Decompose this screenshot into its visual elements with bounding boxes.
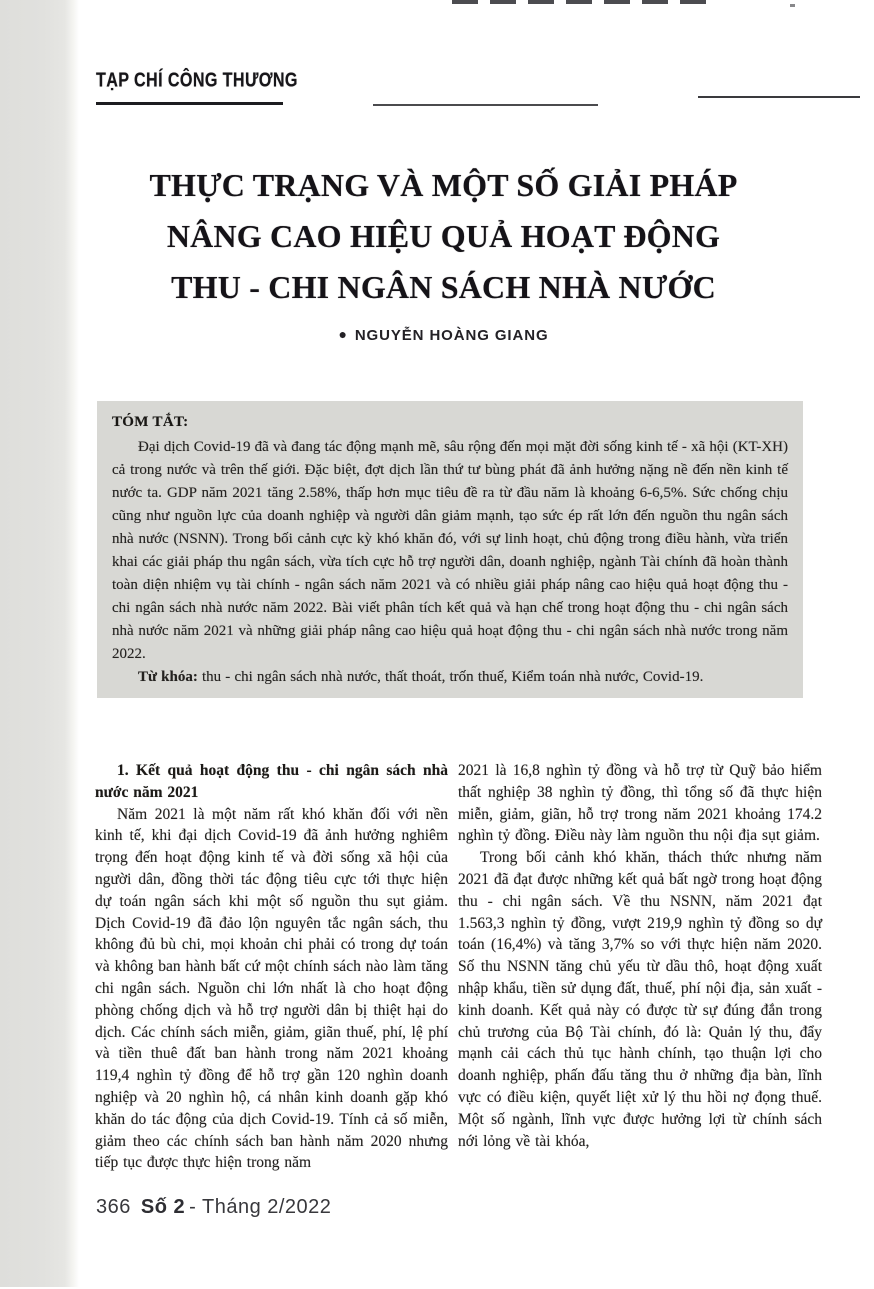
- header-rule-right: [698, 96, 860, 98]
- article-title-line-2: NÂNG CAO HIỆU QUẢ HOẠT ĐỘNG: [166, 218, 721, 254]
- page-number: 366: [96, 1196, 131, 1218]
- header-rule-middle: [373, 104, 598, 106]
- scan-edge-strip: [0, 0, 79, 1287]
- issue-date: - Tháng 2/2022: [189, 1196, 332, 1218]
- issue-number: Số 2: [140, 1196, 186, 1218]
- abstract-label: TÓM TẮT:: [112, 414, 189, 430]
- scan-artifact-dashes: [452, 0, 714, 4]
- abstract-box: [97, 401, 803, 698]
- body-paragraph: Năm 2021 là một năm rất khó khăn đối với nền kinh tế, khi đại dịch Covid-19 đã ảnh hưởng nghiêm trọng đến hoạt động kinh tế và đời sống xã hội của người dân, đồng thời tác động tiêu cực tới thực hiện dự toán ngân sách khi một số nguồn thu sụt giảm. Dịch Covid-19 đã đảo lộn nguyên tắc ngân sách, thu không đủ bù chi, mọi khoản chi phải có trong dự toán và không ban hành bất cứ một chính sách nào làm tăng chi ngân sách. Nguồn chi lớn nhất là cho hoạt động phòng chống dịch và hỗ trợ người dân bị thiệt hại do dịch. Các chính sách miễn, giảm, giãn thuế, phí, lệ phí và tiền thuê đất ban hành trong năm 2021 khoảng 119,4 nghìn tỷ đồng để hỗ trợ gần 120 nghìn doanh nghiệp và 20 nghìn hộ, cá nhân kinh doanh gặp khó khăn do tác động của dịch Covid-19. Tính cả số miễn, giảm theo các chính sách ban hành năm 2020 nhưng tiếp tục được thực hiện trong năm: [95, 805, 448, 1172]
- page-footer: [96, 1196, 331, 1219]
- section-1-heading: 1. Kết quả hoạt động thu - chi ngân sách nhà nước năm 2021: [95, 762, 448, 801]
- left-column: [95, 760, 448, 1174]
- article-title-line-3: THU - CHI NGÂN SÁCH NHÀ NƯỚC: [171, 269, 716, 305]
- right-column: [458, 760, 822, 1174]
- scan-artifact-dot: [790, 4, 795, 7]
- article-title-line-1: THỰC TRẠNG VÀ MỘT SỐ GIẢI PHÁP: [149, 167, 738, 203]
- author-bullet-icon: ●: [338, 326, 348, 342]
- abstract-body: Đại dịch Covid-19 đã và đang tác động mạnh mẽ, sâu rộng đến mọi mặt đời sống kinh tế - xã hội (KT-XH) cả trong nước và trên thế giới. Đặc biệt, đợt dịch lần thứ tư bùng phát đã ảnh hưởng nặng nề đến nền kinh tế nước ta. GDP năm 2021 tăng 2.58%, thấp hơn mục tiêu đề ra từ đầu năm là khoảng 6-6,5%. Sức chống chịu cũng như nguồn lực của doanh nghiệp và người dân giảm mạnh, tạo sức ép rất lớn đến nguồn thu ngân sách nhà nước (NSNN). Trong bối cảnh cực kỳ khó khăn đó, với sự linh hoạt, chủ động trong điều hành, vừa triển khai các giải pháp thu ngân sách, vừa tích cực hỗ trợ người dân, doanh nghiệp, ngành Tài chính đã hoàn thành toàn diện nhiệm vụ tài chính - ngân sách năm 2021 và có nhiều giải pháp nâng cao hiệu quả hoạt động thu - chi ngân sách nhà nước năm 2022. Bài viết phân tích kết quả và hạn chế trong hoạt động thu - chi ngân sách nhà nước năm 2021 và những giải pháp nâng cao hiệu quả hoạt động thu - chi ngân sách nhà nước trong năm 2022.: [112, 439, 788, 662]
- journal-name: TẠP CHÍ CÔNG THƯƠNG: [96, 68, 298, 92]
- abstract-keywords: [112, 666, 788, 689]
- author-line: [80, 327, 807, 344]
- keywords-text: thu - chi ngân sách nhà nước, thất thoát, trốn thuế, Kiểm toán nhà nước, Covid-19.: [197, 669, 704, 685]
- body-paragraph: 2021 là 16,8 nghìn tỷ đồng và hỗ trợ từ Quỹ bảo hiểm thất nghiệp 38 nghìn tỷ đồng, thì tổng số đã thực hiện miễn, giảm, giãn, hỗ trợ trong năm 2021 khoảng 174.2 nghìn tỷ đồng. Điều này làm nguồn thu nội địa sụt giảm.: [458, 762, 822, 845]
- article-body: [95, 760, 822, 1174]
- author-name: NGUYỄN HOÀNG GIANG: [354, 327, 549, 344]
- article-title: [80, 160, 807, 313]
- body-paragraph: Trong bối cảnh khó khăn, thách thức nhưng năm 2021 đã đạt được những kết quả bất ngờ trong hoạt động thu - chi ngân sách. Về thu NSNN, năm 2021 đạt 1.563,3 nghìn tỷ đồng, vượt 219,9 nghìn tỷ đồng so dự toán (16,4%) và tăng 3,7% so với thực hiện năm 2020. Số thu NSNN tăng chủ yếu từ dầu thô, hoạt động xuất nhập khẩu, tiền sử dụng đất, thuế, phí nội địa, sản xuất - kinh doanh. Kết quả này có được từ sự đúng đắn trong chủ trương của Bộ Tài chính, đó là: Quản lý thu, đẩy mạnh cải cách thủ tục hành chính, tạo thuận lợi cho doanh nghiệp, phấn đấu tăng thu ở những địa bàn, lĩnh vực có điều kiện, quyết liệt xử lý thu hồi nợ đọng thuế. Một số ngành, lĩnh vực được hưởng lợi từ chính sách nới lỏng về tài khóa,: [458, 849, 822, 1150]
- header-rule-left: [96, 102, 283, 105]
- keywords-label: Từ khóa:: [138, 669, 198, 685]
